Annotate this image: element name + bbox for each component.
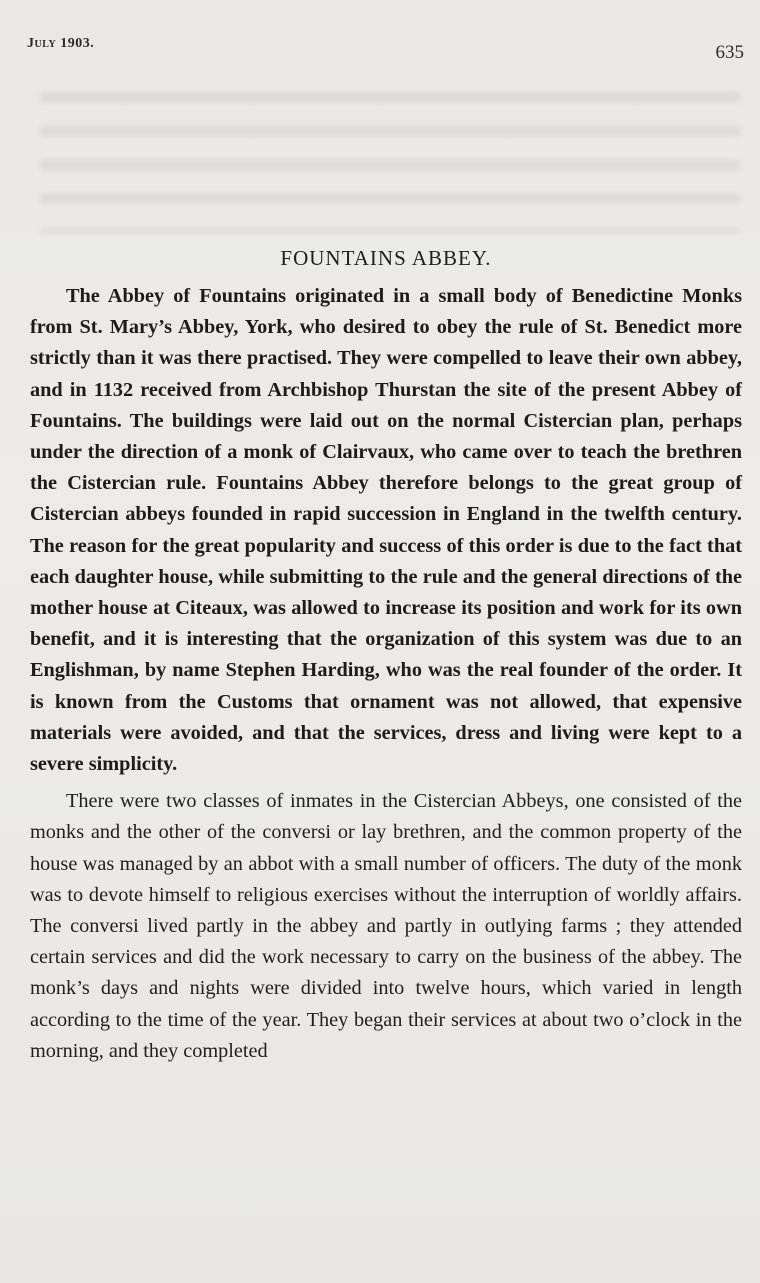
header-date: July 1903. xyxy=(27,36,95,51)
page-number: 635 xyxy=(715,42,744,63)
article-title: FOUNTAINS ABBEY. xyxy=(280,246,492,270)
show-through-text xyxy=(40,92,740,232)
paragraph-2: There were two classes of inmates in the Cistercian Abbeys, one consisted of the monks and the other of the conversi or lay brethren, and the common property of the house was managed by an abbot with a small number of officers. The duty of the monk was to devote himself to religious exercises without the interruption of worldly affairs. The conversi lived partly in the abbey and partly in outlying farms ; they attended certain services and did the work necessary to carry on the business of the abbey. The monk’s days and nights were divided into twelve hours, which varied in length according to the time of the year. They began their services at about two o’clock in the morning, and they completed xyxy=(30,790,742,1062)
article xyxy=(30,246,742,1067)
running-header xyxy=(0,30,760,63)
paragraph-1: The Abbey of Fountains originated in a small body of Benedictine Monks from St. Mary’s Abbey, York, who desired to obey the rule of St. Benedict more strictly than it was there practised. They were compelled to leave their own abbey, and in 1132 received from Archbishop Thurstan the site of the present Abbey of Fountains. The buildings were laid out on the normal Cistercian plan, perhaps under the direction of a monk of Clairvaux, who came over to teach the brethren the Cistercian rule. Fountains Abbey therefore belongs to the great group of Cistercian abbeys founded in rapid succession in England in the twelfth century. The reason for the great popularity and success of this order is due to the fact that each daughter house, while submitting to the rule and the general directions of the mother house at Citeaux, was allowed to increase its position and work for its own benefit, and it is interesting that the organization of this system was due to an Englishman, by name Stephen Harding, who was the real founder of the order. It is known from the Customs that ornament was not allowed, that expensive materials were avoided, and that the services, dress and living were kept to a severe simplicity. xyxy=(30,285,742,776)
